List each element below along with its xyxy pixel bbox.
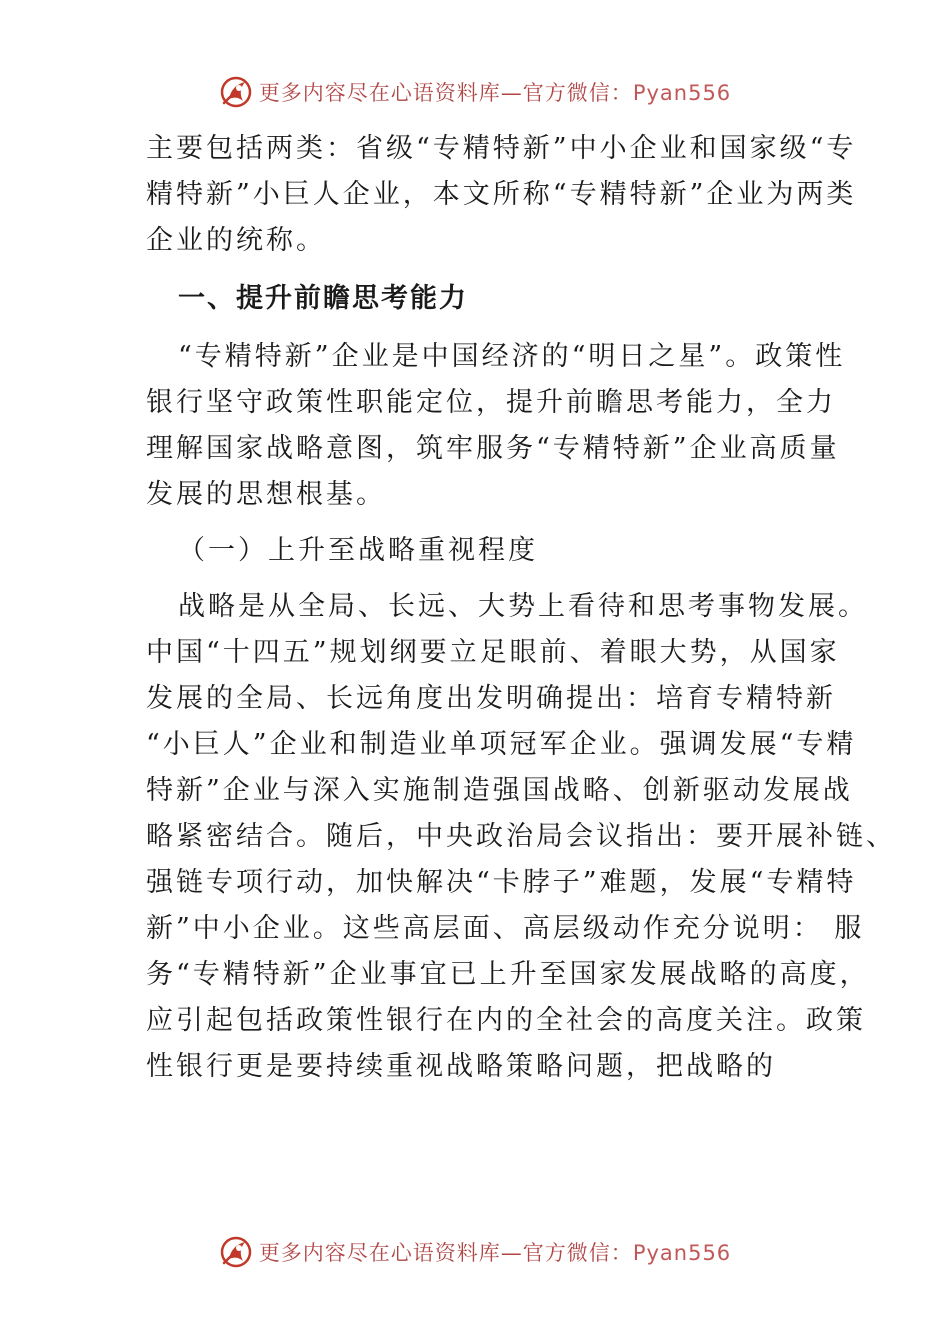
intro-line: 精特新”小巨人企业，本文所称“专精特新”企业为两类	[146, 179, 857, 210]
paragraph-line: 理解国家战略意图，筑牢服务“专精特新”企业高质量	[146, 433, 840, 464]
footer-banner	[0, 1232, 950, 1272]
intro-paragraph	[146, 126, 857, 264]
footer-banner-label: 更多内容尽在心语资料库—官方微信：	[258, 1241, 633, 1265]
subsection1-paragraph	[146, 584, 896, 1090]
intro-line: 主要包括两类：省级“专精特新”中小企业和国家级“专	[146, 133, 857, 164]
paragraph-line: 战略是从全局、长远、大势上看待和思考事物发展。	[178, 591, 868, 622]
header-banner	[0, 72, 950, 112]
footer-wechat-id: Pyan556	[632, 1241, 732, 1265]
red-circle-woman-logo-icon	[219, 1235, 253, 1269]
red-circle-woman-logo-icon	[219, 75, 253, 109]
paragraph-line: 强链专项行动，加快解决“卡脖子”难题，发展“专精特	[146, 867, 857, 898]
header-banner-label: 更多内容尽在心语资料库—官方微信：	[258, 81, 633, 105]
paragraph-line: 银行坚守政策性职能定位，提升前瞻思考能力，全力	[146, 387, 836, 418]
paragraph-line: 应引起包括政策性银行在内的全社会的高度关注。政策	[146, 1005, 866, 1036]
paragraph-line: 发展的思想根基。	[146, 479, 386, 510]
footer-banner-inner	[219, 1235, 731, 1269]
header-wechat-id: Pyan556	[632, 81, 732, 105]
paragraph-line: “小巨人”企业和制造业单项冠军企业。强调发展“专精	[146, 729, 857, 760]
paragraph-line: 特新”企业与深入实施制造强国战略、创新驱动发展战	[146, 775, 853, 806]
paragraph-line: 中国“十四五”规划纲要立足眼前、着眼大势，从国家	[146, 637, 840, 668]
paragraph-line: 发展的全局、长远角度出发明确提出：培育专精特新	[146, 683, 836, 714]
paragraph-line: “专精特新”企业是中国经济的“明日之星”。政策性	[178, 341, 846, 372]
intro-line: 企业的统称。	[146, 225, 326, 256]
paragraph-line: 新”中小企业。这些高层面、高层级动作充分说明： 服	[146, 913, 865, 944]
subsection-heading: （一）上升至战略重视程度	[178, 535, 538, 566]
paragraph-line: 略紧密结合。随后，中央政治局会议指出：要开展补链、	[146, 821, 896, 852]
header-banner-text	[259, 77, 731, 107]
section1-paragraph	[146, 334, 846, 518]
section-heading: 一、提升前瞻思考能力	[178, 283, 468, 314]
footer-banner-text	[259, 1237, 731, 1267]
paragraph-line: 务“专精特新”企业事宜已上升至国家发展战略的高度，	[146, 959, 870, 990]
document-body	[146, 126, 896, 1090]
header-banner-inner	[219, 75, 731, 109]
paragraph-line: 性银行更是要持续重视战略策略问题，把战略的	[146, 1051, 776, 1082]
